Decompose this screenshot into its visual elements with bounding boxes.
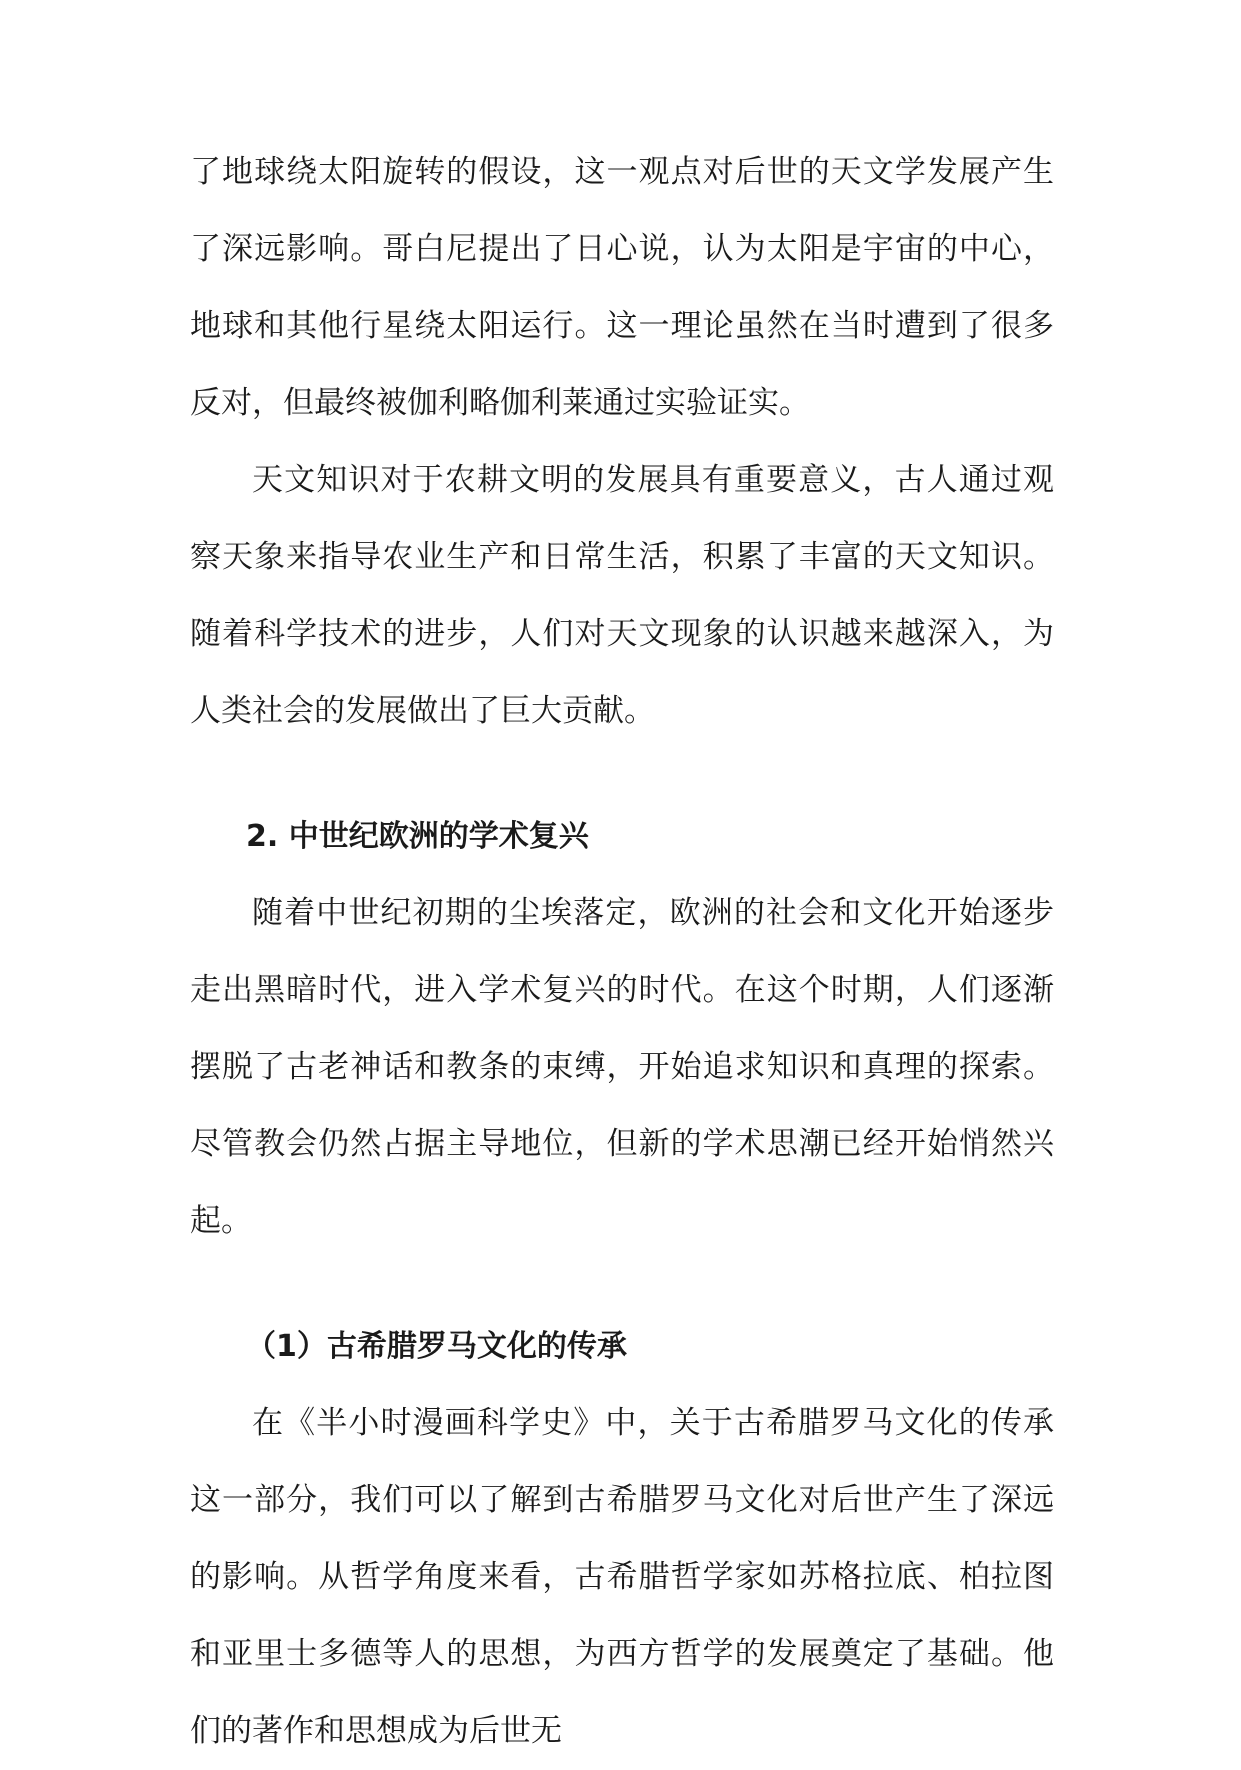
document-page: [190, 134, 1054, 1770]
paragraph-medieval-revival: 随着中世纪初期的尘埃落定，欧洲的社会和文化开始逐步走出黑暗时代，进入学术复兴的时代。在这个时期，人们逐渐摆脱了古老神话和教条的束缚，开始追求知识和真理的探索。尽管教会仍然占据主导地位，但新的学术思潮已经开始悄然兴起。: [190, 895, 1054, 1239]
paragraph-greco-roman-heritage: 在《半小时漫画科学史》中，关于古希腊罗马文化的传承这一部分，我们可以了解到古希腊罗马文化对后世产生了深远的影响。从哲学角度来看，古希腊哲学家如苏格拉底、柏拉图和亚里士多德等人的思想，为西方哲学的发展奠定了基础。他们的著作和思想成为后世无: [190, 1405, 1054, 1749]
section-heading-medieval-revival: 2. 中世纪欧洲的学术复兴: [246, 819, 589, 854]
subsection-heading-greco-roman-heritage: （1）古希腊罗马文化的传承: [246, 1329, 627, 1364]
paragraph-heliocentrism: 了地球绕太阳旋转的假设，这一观点对后世的天文学发展产生了深远影响。哥白尼提出了日心说，认为太阳是宇宙的中心，地球和其他行星绕太阳运行。这一理论虽然在当时遭到了很多反对，但最终被伽利略伽利莱通过实验证实。: [190, 154, 1054, 421]
paragraph-astronomy-agriculture: 天文知识对于农耕文明的发展具有重要意义，古人通过观察天象来指导农业生产和日常生活，积累了丰富的天文知识。随着科学技术的进步，人们对天文现象的认识越来越深入，为人类社会的发展做出了巨大贡献。: [190, 462, 1054, 729]
